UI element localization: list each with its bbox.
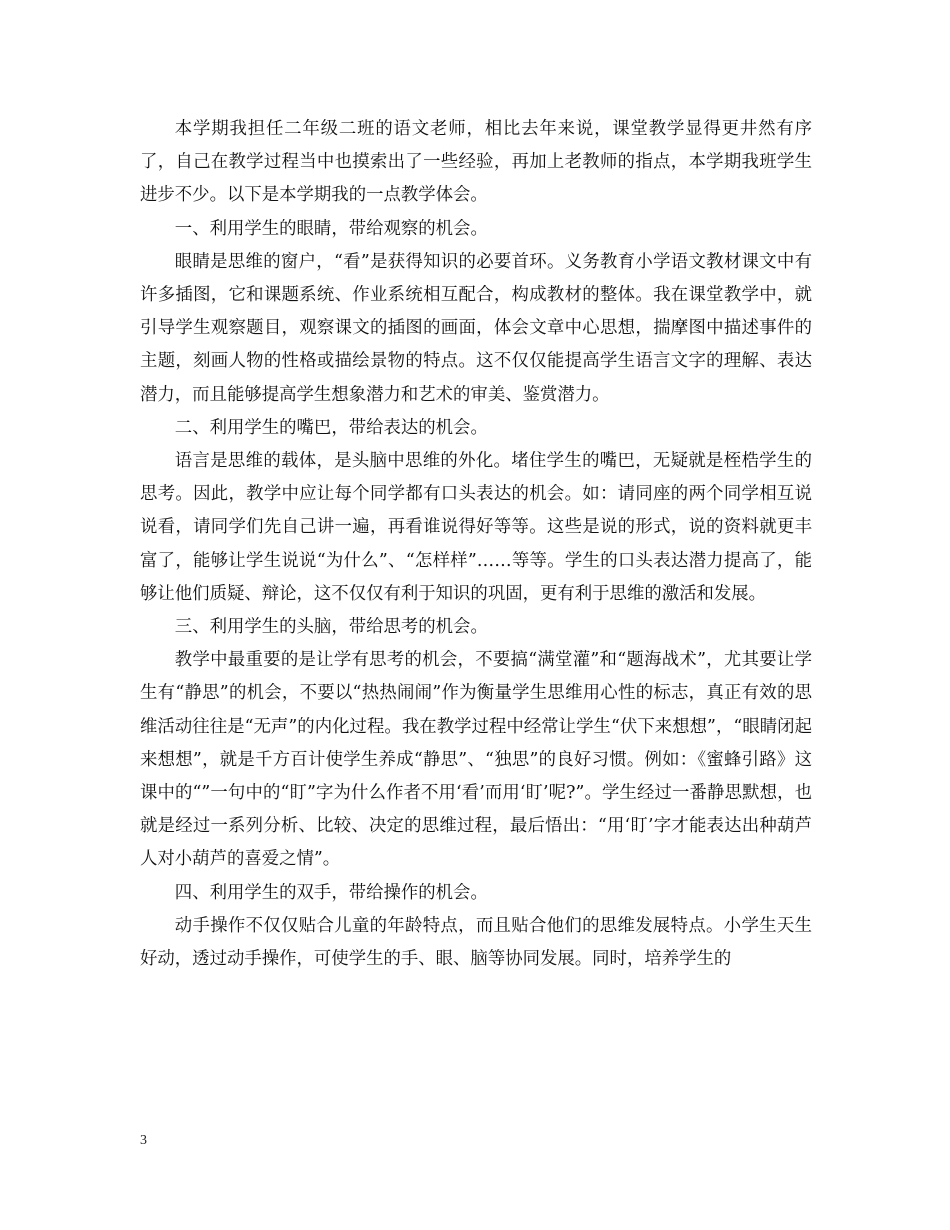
- paragraph-section-1: 眼睛是思维的窗户，“看”是获得知识的必要首环。义务教育小学语文教材课文中有许多插图，它和课题系统、作业系统相互配合，构成教材的整体。我在课堂教学中，就引导学生观察题目，观察课文的插图的画面，体会文章中心思想，揣摩图中描述事件的主题，刻画人物的性格或描绘景物的特点。这不仅仅能提高学生语言文字的理解、表达潜力，而且能够提高学生想象潜力和艺术的审美、鉴赏潜力。: [140, 251, 812, 405]
- paragraph-intro: 本学期我担任二年级二班的语文老师，相比去年来说，课堂教学显得更井然有序了，自己在教学过程当中也摸索出了一些经验，再加上老教师的指点，本学期我班学生进步不少。以下是本学期我的一点教学体会。: [140, 119, 812, 206]
- paragraph-section-2: 语言是思维的载体，是头脑中思维的外化。堵住学生的嘴巴，无疑就是桎梏学生的思考。因此，教学中应让每个同学都有口头表达的机会。如：请同座的两个同学相互说说看，请同学们先自己讲一遍，再看谁说得好等等。这些是说的形式，说的资料就更丰富了，能够让学生说说“为什么”、“怎样样”……等等。学生的口头表达潜力提高了，能够让他们质疑、辩论，这不仅仅有利于知识的巩固，更有利于思维的激活和发展。: [140, 451, 812, 604]
- heading-section-2: 二、利用学生的嘴巴，带给表达的机会。: [174, 417, 488, 438]
- paragraph-section-4: 动手操作不仅仅贴合儿童的年龄特点，而且贴合他们的思维发展特点。小学生天生好动，透过动手操作，可使学生的手、眼、脑等协同发展。同时，培养学生的: [140, 915, 812, 970]
- document-body: [140, 113, 812, 976]
- heading-section-4: 四、利用学生的双手，带给操作的机会。: [174, 882, 488, 903]
- page-number: 3: [140, 1133, 147, 1148]
- paragraph-section-3: 教学中最重要的是让学有思考的机会，不要搞“满堂灌”和“题海战术”，尤其要让学生有“静思”的机会，不要以“热热闹闹”作为衡量学生思维用心性的标志，真正有效的思维活动往往是“无声”的内化过程。我在教学过程中经常让学生“伏下来想想”，“眼睛闭起来想想”，就是千方百计使学生养成“静思”、“独思”的良好习惯。例如：《蜜蜂引路》这课中的“”一句中的“盯”字为什么作者不用‘看’而用‘盯’呢?”。学生经过一番静思默想，也就是经过一系列分析、比较、决定的思维过程，最后悟出：“用‘盯’字才能表达出种葫芦人对小葫芦的喜爱之情”。: [140, 650, 812, 870]
- heading-section-3: 三、利用学生的头脑，带给思考的机会。: [174, 617, 488, 638]
- heading-section-1: 一、利用学生的眼睛，带给观察的机会。: [174, 218, 488, 239]
